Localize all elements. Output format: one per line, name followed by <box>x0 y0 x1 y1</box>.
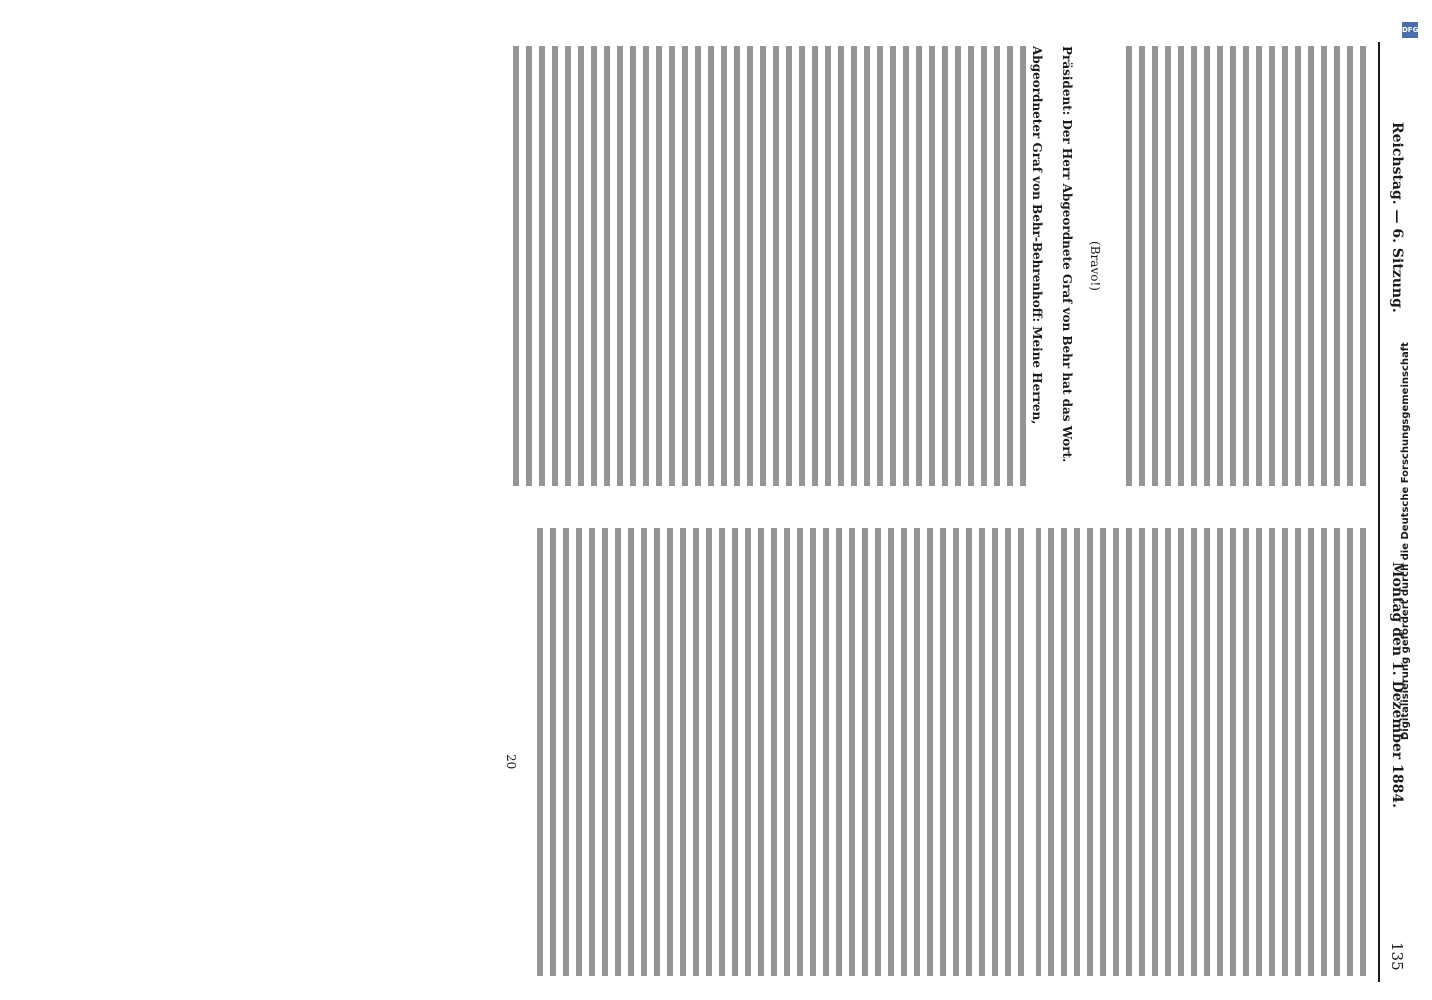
paragraph-block <box>1036 528 1366 976</box>
header-date: Montag den 1. Dezember 1884. <box>1389 562 1405 808</box>
paragraph-block <box>506 46 1026 486</box>
president-line: Präsident: Der Herr Abgeordnete Graf von Behr hat das Wort. <box>1060 46 1074 463</box>
rotated-page-content <box>20 42 1410 982</box>
digitization-credit: Digitalisierung gefördert durch die Deutsche Forschungsgemeinschaft <box>1400 342 1411 740</box>
sheet-number: 20 <box>504 754 518 770</box>
page-number-right: 135 <box>1388 942 1406 971</box>
paragraph-block <box>530 528 1024 976</box>
header-session: Reichstag. — 6. Sitzung. <box>1389 122 1405 313</box>
speaker-note: (Bravo!) <box>1088 241 1102 291</box>
speaker-intro: Abgeordneter Graf von Behr-Behrenhoff: Meine Herren, <box>1030 46 1044 425</box>
paragraph-block <box>1120 46 1366 486</box>
dfg-logo: DFG <box>1402 22 1418 38</box>
